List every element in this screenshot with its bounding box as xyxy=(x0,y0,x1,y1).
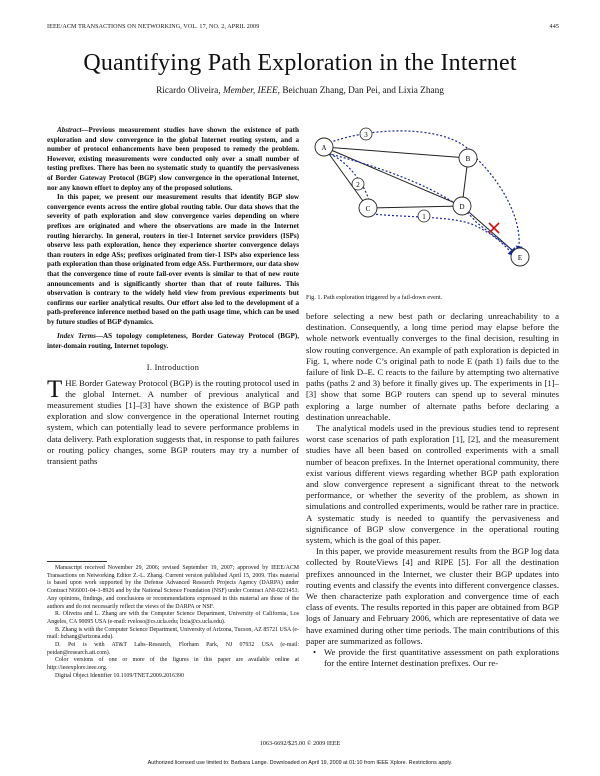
node-label-e: E xyxy=(517,254,523,262)
footnote-affiliation-ucla: R. Oliveira and L. Zhang are with the Computer Science Department, University of California, Los Angeles, CA 90095 USA (e-mail: rveloso@cs.ucla.edu; lixia@cs.ucla.edu). xyxy=(47,611,299,625)
drop-cap: T xyxy=(47,375,63,403)
footnote-color-versions: Color versions of one or more of the figures in this paper are available online at http://ieeexplore.ieee.org. xyxy=(47,657,299,672)
footnotes xyxy=(47,561,299,681)
abstract-lead: Abstract— xyxy=(57,126,89,134)
footnote-doi: Digital Object Identifier 10.1109/TNET.2009.2016390 xyxy=(55,672,184,679)
figure-1 xyxy=(306,126,559,286)
journal-name: IEEE/ACM TRANSACTIONS ON NETWORKING, VOL. 17, NO. 2, APRIL 2009 xyxy=(47,24,260,30)
node-label-d: D xyxy=(459,203,465,211)
figure-caption: Fig. 1. Path exploration triggered by a fail-down event. xyxy=(306,294,443,301)
footnote-rule xyxy=(47,561,107,562)
path-exploration-diagram xyxy=(306,126,559,286)
right-paragraph-1: before selecting a new best path or declaring unreachability to a destination. Consequently, a long time period may elapse before the whole network eventually converges to the final decision, resulting in slow routing convergence. An example of path exploration is depicted in Fig. 1, where node C’s original path to node E (path 1) fails due to the failure of link D–E. C reacts to the failure by attempting two alternative paths (paths 2 and 3) before it finally gives up. The experiments in [1]–[3] show that some BGP routers can spend up to several minutes exploring a large number of alternate paths before declaring a destination unreachable. xyxy=(306,311,559,422)
path-2-arrow xyxy=(330,154,516,254)
right-paragraph-2: The analytical models used in the previous studies tend to represent worst case scenarios of path exploration [1], [2], and the measurement studies have all been based on controlled experiments with a small number of beacon prefixes. In the Internet operational community, there exist various different views regarding whether BGP path exploration and slow convergence represent a significant threat to the network performance, or whether the severity of the problem, as shown in simulations and controlled experiments, would be rather rare in practice. A systematic study is needed to quantify the pervasiveness and significance of BGP slow convergence in the operational routing system, which is the goal of this paper. xyxy=(306,423,559,546)
link-c-d xyxy=(368,206,462,208)
contribution-bullet xyxy=(306,647,559,669)
right-paragraph-3: In this paper, we provide measurement results from the BGP log data collected by RouteViews [4] and RIPE [5]. For all the destination prefixes announced in the Internet, we cluster their BGP updates into routing events and classify the events into different convergence classes. We then characterize path exploration and convergence time of each class of events. The results reported in this paper are obtained from BGP logs of January and February 2006, which are representative of data we have examined during other time periods. The main contributions of this paper are summarized as follows. xyxy=(306,546,559,646)
abstract-text-1: Previous measurement studies have shown the existence of path exploration and slow convergence in the global Internet routing system, and a number of protocol enhancements have been proposed to remedy the problem. However, existing measurements were conducted only over a small number of testing prefixes. There has been no systematic study to quantify the pervasiveness of Border Gateway Protocol (BGP) slow convergence in the operational Internet, nor any known effort to deploy any of the proposed solutions. xyxy=(47,126,299,192)
index-terms-text: AS topology completeness, Border Gateway Protocol (BGP), inter-domain routing, Internet topology. xyxy=(47,332,300,351)
link-failure-mark xyxy=(489,223,499,233)
right-column xyxy=(306,126,559,670)
footnote-affiliation-att: D. Pei is with AT&T Labs–Research, Florham Park, NJ 07932 USA (e-mail: peidan@research.att.com). xyxy=(47,642,299,656)
abstract-paragraph-1 xyxy=(47,126,299,193)
paper-title: Quantifying Path Exploration in the Internet xyxy=(83,50,517,76)
index-terms-lead: Index Terms— xyxy=(57,332,103,341)
abstract-paragraph-2: In this paper, we present our measurement results that identify BGP slow convergence events across the entire global routing table. Our data shows that the severity of path exploration and slow convergence varies depending on where prefixes are originated and where the observations are made in the Internet routing hierarchy. In general, routers in tier-1 Internet service providers (ISPs) observe less path exploration, hence they experience shorter convergence delays than routers in edge ASs; prefixes originated from tier-1 ISPs also experience less path exploration than those originated from edge ASs. Furthermore, our data show that the convergence time of route fail-over events is similar to that of new route announcements and is significantly shorter than that of route failures. This observation is contrary to the widely held view from previous experiments but confirms our earlier analytical results. Our effort also led to the development of a path-preference inference method based on the path usage time, which can be used by future studies of BGP dynamics. xyxy=(47,193,299,326)
author-others: , Beichuan Zhang, Dan Pei, and Lixia Zhang xyxy=(277,86,444,96)
left-column xyxy=(47,126,299,467)
authorization-notice: Authorized licensed use limited to: Barbara Lange. Downloaded on April 19, 2009 at 01:10 from IEEE Xplore. Restrictions apply. xyxy=(147,760,453,766)
intro-text-1: HE Border Gateway Protocol (BGP) is the routing protocol used in the global Internet. A number of previous analytical and measurement studies [1]–[3] have shown the existence of BGP path exploration and slow convergence in the operational Internet routing system, which can potentially lead to severe performance problems in data delivery. Path exploration suggests that, in response to path failures or routing policy changes, some BGP routers may try a number of transient paths xyxy=(47,377,299,467)
path-label-3: 3 xyxy=(364,131,368,139)
author-first: Ricardo Oliveira, xyxy=(156,86,221,96)
page-number: 445 xyxy=(549,24,559,30)
node-label-a: A xyxy=(321,144,327,152)
bullet-text: We provide the first quantitative assessment on path explorations for the entire Internet destination prefixes. Our re- xyxy=(324,647,559,669)
intro-paragraph-1 xyxy=(47,375,299,468)
node-label-c: C xyxy=(365,205,371,213)
copyright-line: 1063-6692/$25.00 © 2009 IEEE xyxy=(259,740,341,747)
section-heading-introduction: I. Introduction xyxy=(146,362,200,372)
path-label-1: 1 xyxy=(422,213,426,221)
footnote-affiliation-arizona: B. Zhang is with the Computer Science Department, University of Arizona, Tucson, AZ 85721 USA (e-mail: bzhang@arizona.edu). xyxy=(47,626,299,641)
node-label-b: B xyxy=(465,155,471,163)
author-line xyxy=(0,86,600,96)
path-label-2: 2 xyxy=(356,181,360,189)
author-membership: Member, IEEE xyxy=(222,86,278,96)
bullet-dot: • xyxy=(313,647,317,658)
running-header xyxy=(47,24,559,30)
footnote-manuscript: Manuscript received November 29, 2006; revised September 19, 2007; approved by IEEE/ACM Transactions on Networking Editor Z.-L. Zhang. Current version published April 15, 2009. This material is based upon work supported by the Defense Advanced Research Projects Agency (DARPA) under Contract N66001-04-1-8926 and by the National Science Foundation (NSF) under Contract ANI-0221453. Any opinions, findings, and conclusions or recommendations expressed in this material are those of the authors and do not necessarily reflect the views of the DARPA or NSF. xyxy=(47,565,299,610)
index-terms xyxy=(47,332,299,351)
